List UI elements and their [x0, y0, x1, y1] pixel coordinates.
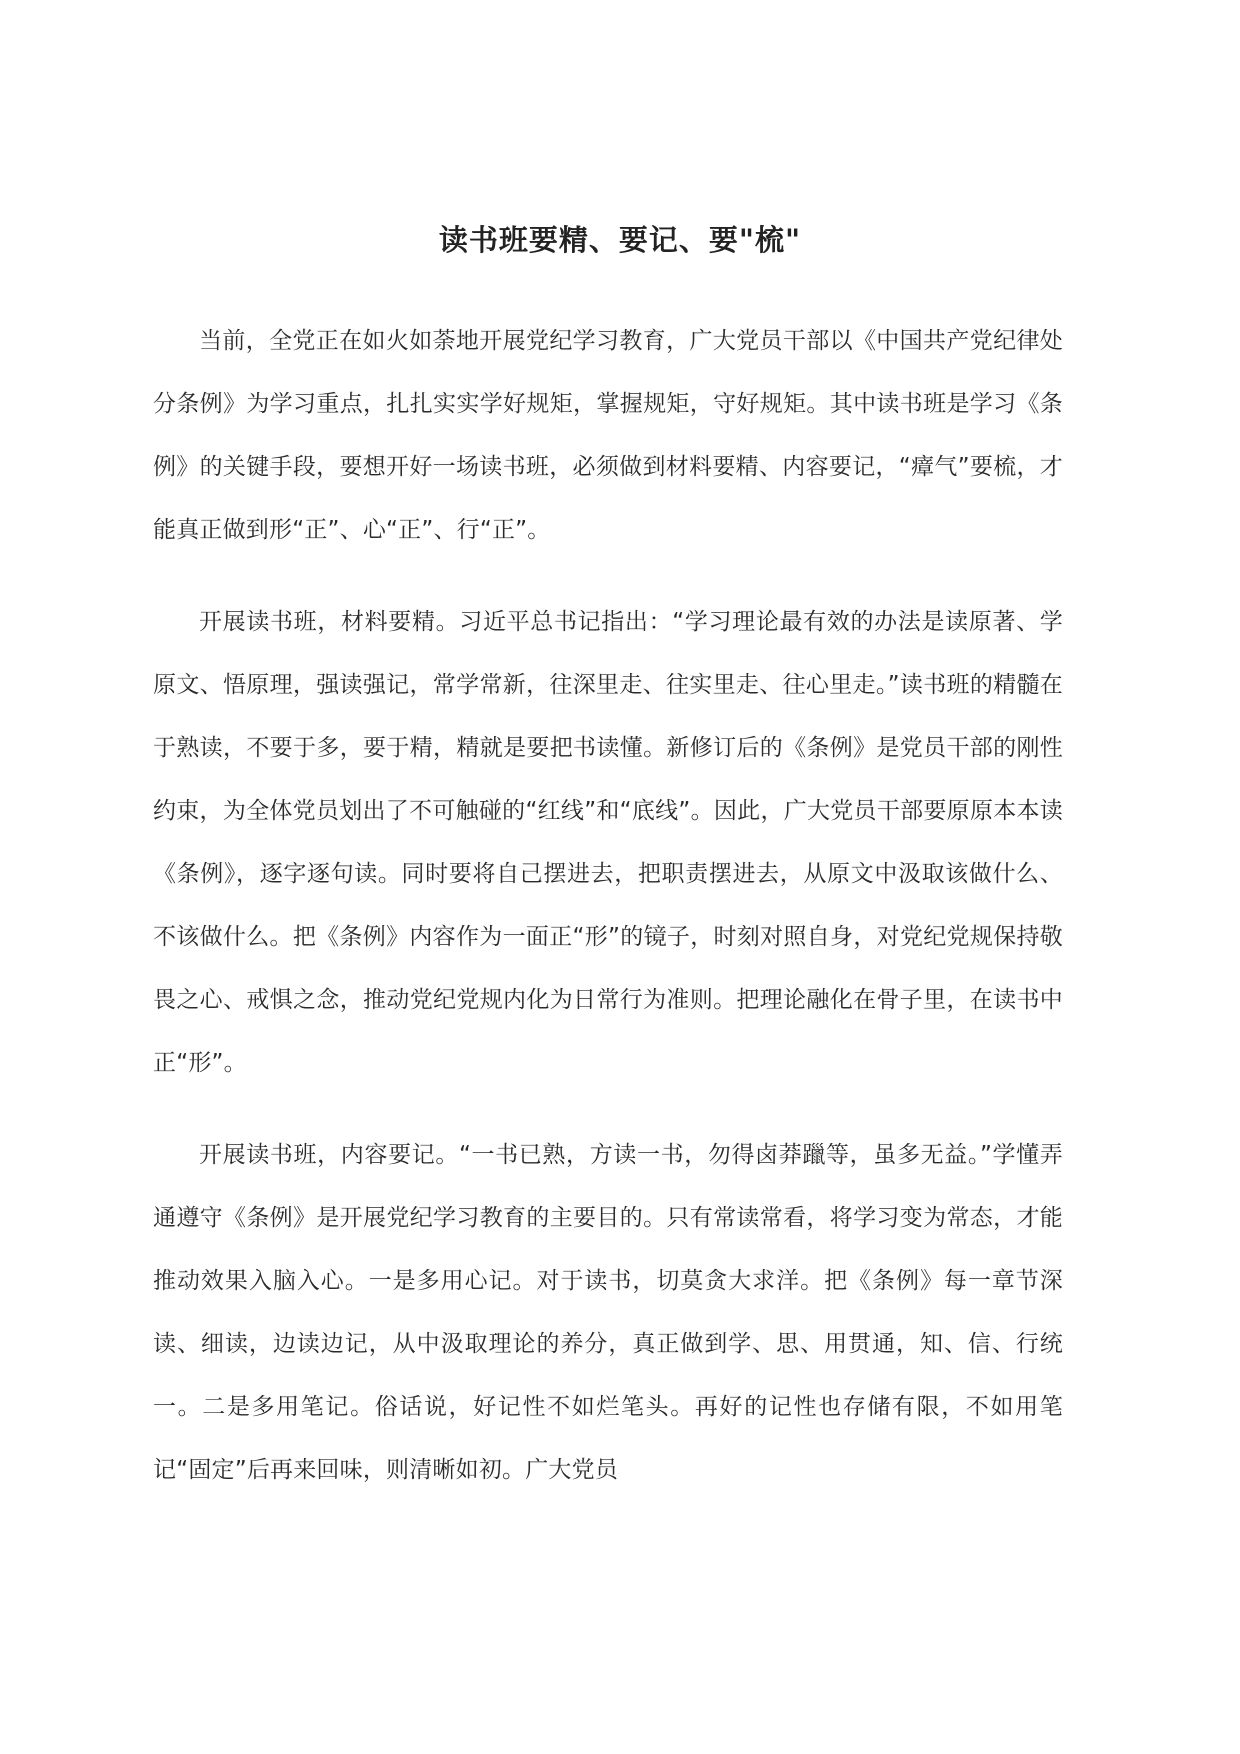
document-body	[153, 310, 1063, 1531]
paragraph-content: 开展读书班，内容要记。“一书已熟，方读一书，勿得卤莽躐等，虽多无益。”学懂弄通遵守《条例》是开展党纪学习教育的主要目的。只有常读常看，将学习变为常态，才能推动效果入脑入心。一是多用心记。对于读书，切莫贪大求洋。把《条例》每一章节深读、细读，边读边记，从中汲取理论的养分，真正做到学、思、用贯通，知、信、行统一。二是多用笔记。俗话说，好记性不如烂笔头。再好的记性也存储有限，不如用笔记“固定”后再来回味，则清晰如初。广大党员	[153, 1142, 1063, 1483]
paragraph-intro: 当前，全党正在如火如荼地开展党纪学习教育，广大党员干部以《中国共产党纪律处分条例》为学习重点，扎扎实实学好规矩，掌握规矩，守好规矩。其中读书班是学习《条例》的关键手段，要想开好一场读书班，必须做到材料要精、内容要记，“瘴气”要梳，才能真正做到形“正”、心“正”、行“正”。	[153, 328, 1063, 543]
document-title: 读书班要精、要记、要"梳"	[438, 223, 802, 257]
paragraph-materials: 开展读书班，材料要精。习近平总书记指出：“学习理论最有效的办法是读原著、学原文、悟原理，强读强记，常学常新，往深里走、往实里走、往心里走。”读书班的精髓在于熟读，不要于多，要于精，精就是要把书读懂。新修订后的《条例》是党员干部的刚性约束，为全体党员划出了不可触碰的“红线”和“底线”。因此，广大党员干部要原原本本读《条例》，逐字逐句读。同时要将自己摆进去，把职责摆进去，从原文中汲取该做什么、不该做什么。把《条例》内容作为一面正“形”的镜子，时刻对照自身，对党纪党规保持敬畏之心、戒惧之念，推动党纪党规内化为日常行为准则。把理论融化在骨子里，在读书中正“形”。	[153, 609, 1063, 1076]
